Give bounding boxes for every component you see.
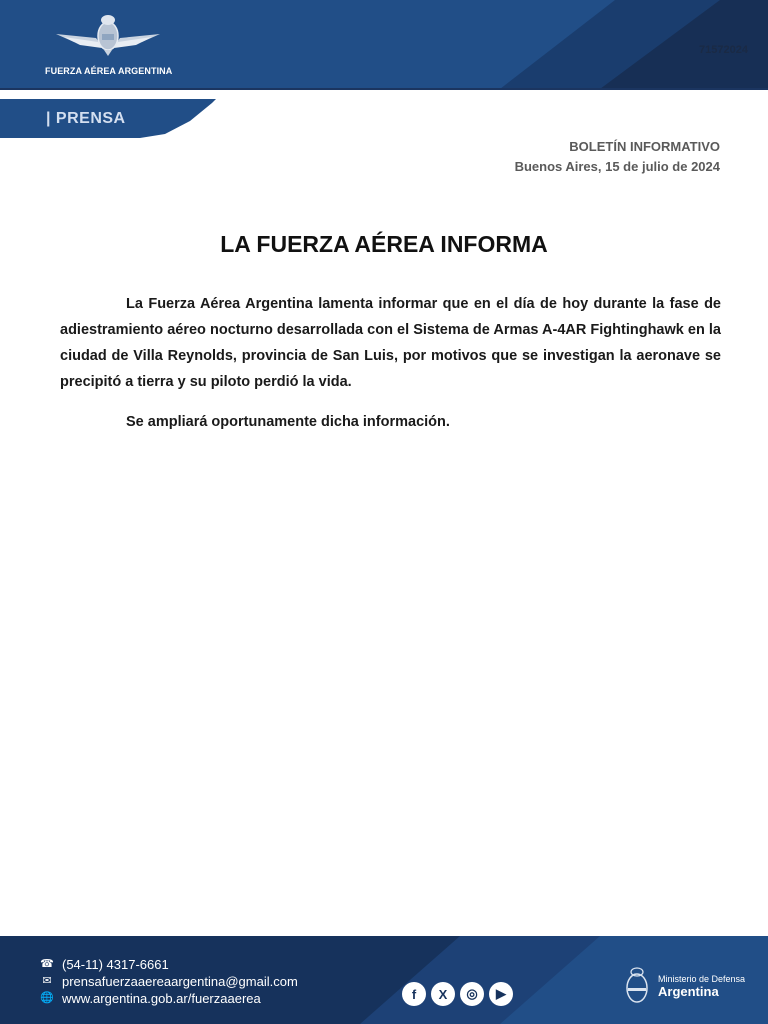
document-body <box>60 291 721 435</box>
contact-email[interactable] <box>40 973 298 990</box>
phone-number: (54-11) 4317-6661 <box>62 957 169 972</box>
social-links <box>402 982 513 1006</box>
globe-icon: 🌐 <box>40 992 54 1004</box>
instagram-icon[interactable]: ◎ <box>460 982 484 1006</box>
header-divider <box>0 88 768 90</box>
ministry-logo <box>624 966 745 1006</box>
section-label: | PRENSA <box>46 110 126 127</box>
bulletin-label: BOLETÍN INFORMATIVO <box>569 139 720 154</box>
x-icon[interactable]: X <box>431 982 455 1006</box>
org-name: FUERZA AÉREA ARGENTINA <box>45 66 173 76</box>
place-date: Buenos Aires, 15 de julio de 2024 <box>514 159 720 174</box>
contact-website[interactable] <box>40 990 298 1007</box>
phone-icon: ☎ <box>40 958 54 970</box>
ministry-name: Ministerio de Defensa <box>658 973 746 984</box>
contact-phone <box>40 956 298 973</box>
coat-of-arms-icon <box>624 966 650 1006</box>
youtube-icon[interactable]: ▶ <box>489 982 513 1006</box>
facebook-icon[interactable]: f <box>402 982 426 1006</box>
document-id: 71572024 <box>699 44 748 56</box>
winged-shield-emblem-icon <box>54 12 162 60</box>
bulletin-block <box>515 137 720 177</box>
website-link[interactable]: www.argentina.gob.ar/fuerzaaerea <box>62 991 261 1006</box>
body-paragraph: Se ampliará oportunamente dicha información. <box>126 414 450 430</box>
contact-block <box>40 956 298 1007</box>
email-link[interactable]: prensafuerzaaereaargentina@gmail.com <box>62 974 298 989</box>
document-title: LA FUERZA AÉREA INFORMA <box>220 231 548 257</box>
envelope-icon: ✉ <box>42 975 52 987</box>
body-paragraph: La Fuerza Aérea Argentina lamenta informar que en el día de hoy durante la fase de adiestramiento aéreo nocturno desarrollada con el Sistema de Armas A-4AR Fightinghawk en la ciudad de Villa Reynolds, provincia de San Luis, por motivos que se investigan la aeronave se precipitó a tierra y su piloto perdió la vida. <box>60 296 721 390</box>
ministry-country: Argentina <box>658 983 719 999</box>
